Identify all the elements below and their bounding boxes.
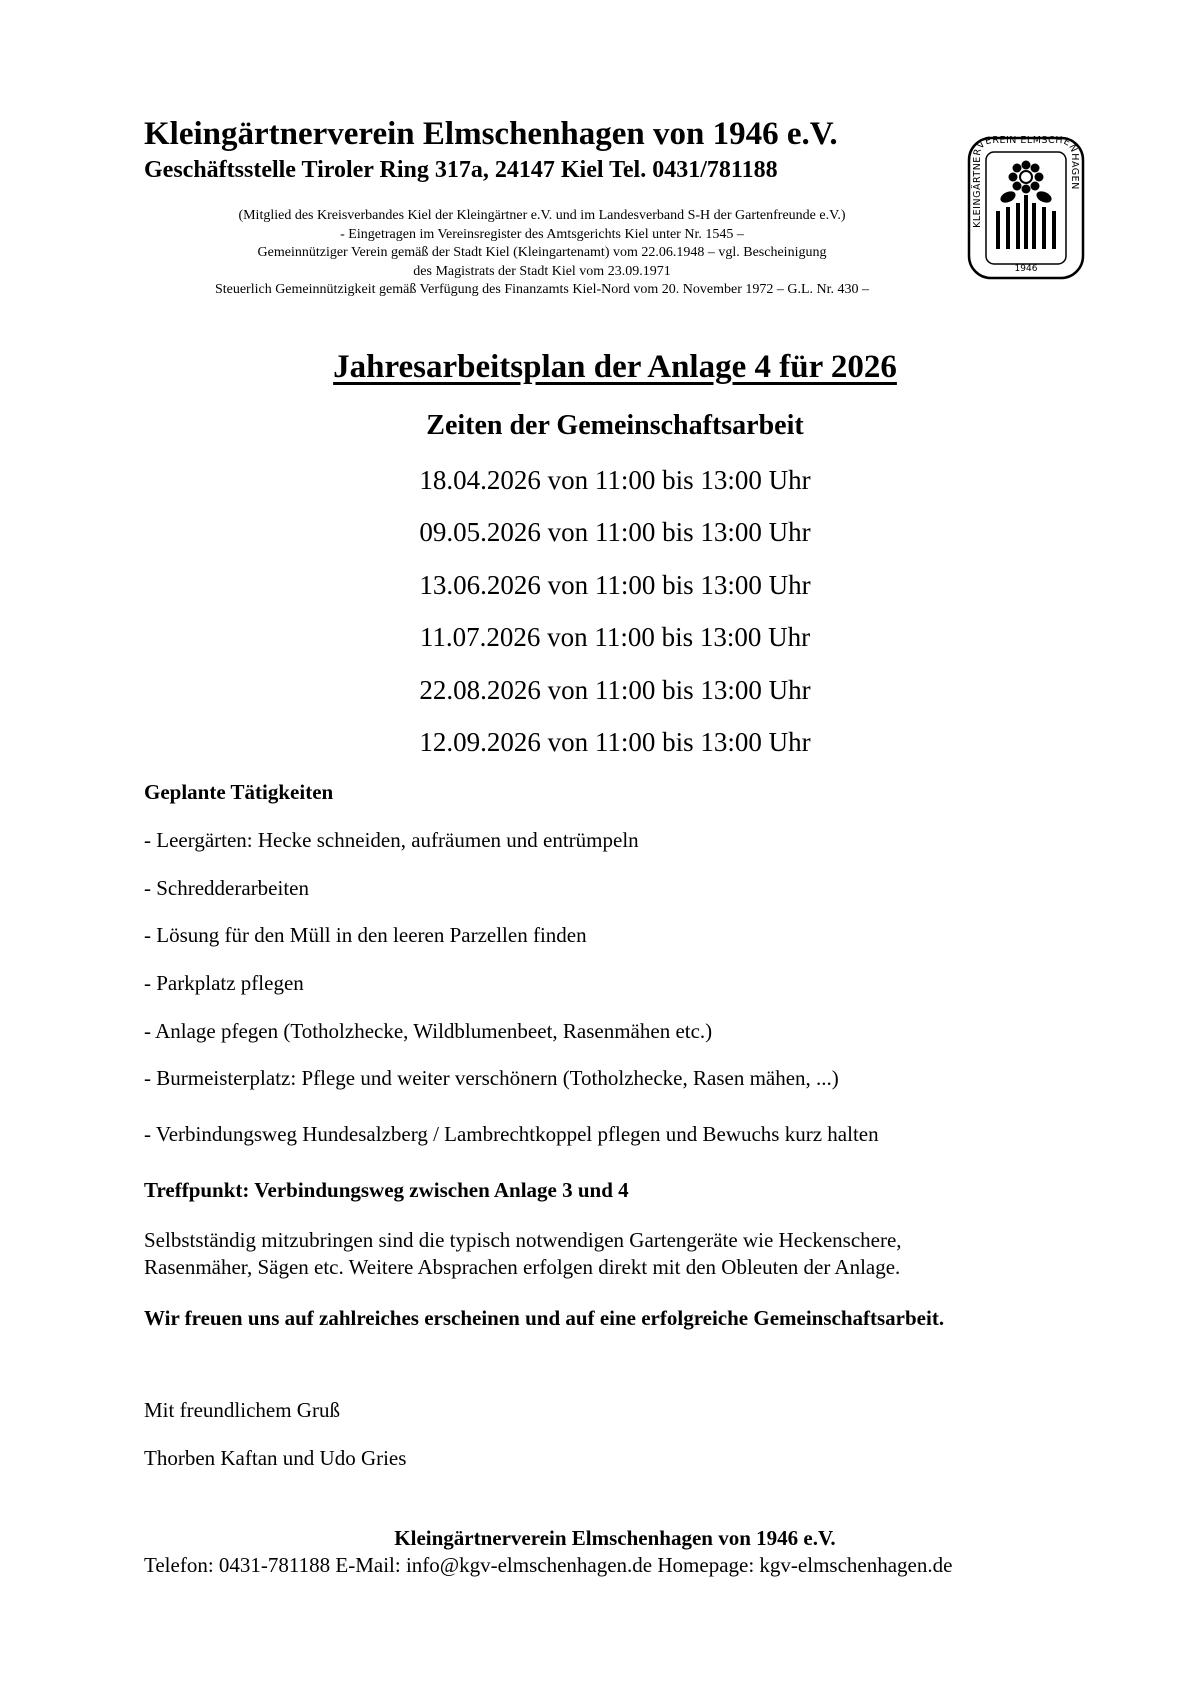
activities-heading: Geplante Tätigkeiten xyxy=(144,780,334,804)
date-entry: 13.06.2026 von 11:00 bis 13:00 Uhr xyxy=(419,569,811,600)
membership-line: (Mitglied des Kreisverbandes Kiel der Kleingärtner e.V. und im Landesverband S-H der Gartenfreunde e.V.) xyxy=(238,208,846,223)
footer-organization: Kleingärtnerverein Elmschenhagen von 1946 e.V. xyxy=(394,1526,836,1550)
activity-item: - Verbindungsweg Hundesalzberg / Lambrechtkoppel pflegen und Bewuchs kurz halten xyxy=(144,1122,879,1147)
organization-address: Geschäftsstelle Tiroler Ring 317a, 24147 Kiel Tel. 0431/781188 xyxy=(144,157,778,183)
greeting: Mit freundlichem Gruß xyxy=(144,1398,340,1422)
activity-item: - Burmeisterplatz: Pflege und weiter verschönern (Totholzhecke, Rasen mähen, ...) xyxy=(144,1066,839,1091)
date-entry: 22.08.2026 von 11:00 bis 13:00 Uhr xyxy=(419,674,811,705)
equipment-note xyxy=(144,1227,902,1281)
membership-line: - Eingetragen im Vereinsregister des Amtsgerichts Kiel unter Nr. 1545 – xyxy=(340,226,744,242)
activity-item: - Parkplatz pflegen xyxy=(144,971,304,996)
activity-item: - Schredderarbeiten xyxy=(144,875,309,900)
organization-title: Kleingärtnerverein Elmschenhagen von 1946 e.V. xyxy=(144,116,838,152)
date-entry: 18.04.2026 von 11:00 bis 13:00 Uhr xyxy=(419,465,811,495)
note-line: Selbstständig mitzubringen sind die typisch notwendigen Gartengeräte wie Heckenschere, xyxy=(144,1228,902,1252)
logo-year: 1946 xyxy=(1014,264,1038,274)
activities-list xyxy=(144,826,879,1168)
closing-statement: Wir freuen uns auf zahlreiches erscheinen und auf eine erfolgreiche Gemeinschaftsarbeit. xyxy=(144,1306,945,1330)
note-line: Rasenmäher, Sägen etc. Weitere Absprachen erfolgen direkt mit den Obleuten der Anlage. xyxy=(144,1255,901,1279)
date-entry: 11.07.2026 von 11:00 bis 13:00 Uhr xyxy=(419,622,811,653)
activity-item: - Leergärten: Hecke schneiden, aufräumen und entrümpeln xyxy=(144,828,639,852)
date-list xyxy=(0,462,1192,776)
activity-item: - Lösung für den Müll in den leeren Parzellen finden xyxy=(144,923,587,948)
times-heading: Zeiten der Gemeinschaftsarbeit xyxy=(426,410,804,441)
plan-title: Jahresarbeitsplan der Anlage 4 für 2026 xyxy=(333,349,897,385)
footer-contact: Telefon: 0431-781188 E-Mail: info@kgv-elmschenhagen.de Homepage: kgv-elmschenhagen.de xyxy=(144,1553,953,1577)
activity-item: - Anlage pfegen (Totholzhecke, Wildblumenbeet, Rasenmähen etc.) xyxy=(144,1018,713,1043)
meeting-point: Treffpunkt: Verbindungsweg zwischen Anlage 3 und 4 xyxy=(144,1178,629,1202)
membership-line: des Magistrats der Stadt Kiel vom 23.09.1971 xyxy=(413,263,671,279)
date-entry: 12.09.2026 von 11:00 bis 13:00 Uhr xyxy=(419,726,811,757)
svg-text:KLEINGÄRTNERVEREIN ELMSCHENHAG: KLEINGÄRTNERVEREIN ELMSCHENHAGEN xyxy=(971,135,1080,228)
date-entry: 09.05.2026 von 11:00 bis 13:00 Uhr xyxy=(419,517,811,548)
signers: Thorben Kaftan und Udo Gries xyxy=(144,1446,407,1470)
membership-line: Gemeinnütziger Verein gemäß der Stadt Kiel (Kleingartenamt) vom 22.06.1948 – vgl. Bescheinigung xyxy=(257,245,827,260)
membership-line: Steuerlich Gemeinnützigkeit gemäß Verfügung des Finanzamts Kiel-Nord vom 20. November 1972 – G.L. Nr. 430 – xyxy=(214,282,870,297)
membership-notice xyxy=(150,207,934,300)
association-seal-logo xyxy=(966,135,1086,281)
